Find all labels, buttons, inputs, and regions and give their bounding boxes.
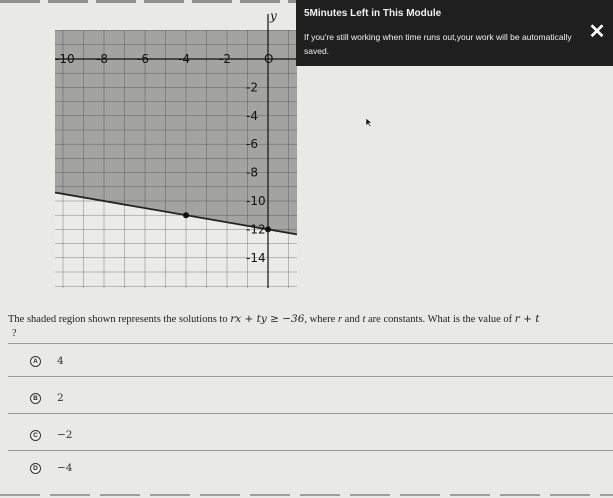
mouse-cursor-icon [365, 117, 373, 127]
option-divider [8, 376, 613, 377]
question-suffix: are constants. What is the value of [368, 314, 513, 325]
option-divider [8, 413, 613, 414]
y-tick-label: -14 [246, 250, 266, 265]
x-tick-label: -4 [178, 52, 190, 66]
question-middle: , where [304, 314, 336, 325]
x-tick-label: -8 [96, 52, 108, 66]
option-letter-b: B [30, 393, 41, 404]
answer-option-c[interactable] [8, 423, 568, 447]
question-target: r + t [514, 313, 540, 325]
question-var-t: t [362, 314, 366, 325]
close-icon[interactable]: ✕ [588, 21, 606, 43]
y-tick-label: -10 [246, 194, 266, 208]
time-warning-title: 5Minutes Left in This Module [304, 8, 442, 19]
question-prefix: The shaded region shown represents the solutions to [8, 314, 228, 325]
option-value-b: 2 [57, 392, 64, 404]
coordinate-graph [0, 0, 300, 300]
boundary-point [265, 226, 271, 232]
x-tick-label: O [264, 52, 274, 66]
boundary-point [183, 212, 189, 218]
question-text [8, 310, 608, 329]
time-warning-banner [296, 0, 613, 66]
answer-option-d[interactable] [8, 456, 568, 480]
y-tick-label: -6 [246, 137, 258, 152]
option-value-d: −4 [57, 462, 73, 474]
x-tick-label: -10 [55, 52, 75, 66]
y-tick-label: -12 [246, 222, 266, 237]
option-letter-a: A [30, 356, 41, 367]
question-inequality: rx + ty ≥ −36 [230, 313, 305, 325]
options-top-divider [8, 343, 613, 344]
option-value-a: 4 [57, 355, 64, 367]
y-tick-label: -4 [246, 108, 258, 123]
time-warning-message: If you're still working when time runs out,your work will be automatically saved. [304, 32, 572, 56]
x-tick-label: -2 [219, 52, 231, 66]
question-var-r: r [337, 314, 343, 325]
option-letter-d: D [30, 463, 41, 474]
answer-option-b[interactable] [8, 386, 568, 410]
y-tick-label: -2 [246, 80, 258, 95]
option-letter-c: C [30, 430, 41, 441]
answer-option-a[interactable] [8, 349, 568, 373]
option-divider [8, 450, 613, 451]
question-end-mark: ? [12, 328, 17, 339]
bottom-divider [0, 494, 613, 496]
y-tick-label: -8 [246, 165, 258, 180]
question-and: and [344, 314, 360, 325]
option-value-c: −2 [57, 429, 73, 441]
y-axis-label: y [270, 9, 277, 23]
x-tick-label: -6 [137, 52, 149, 66]
